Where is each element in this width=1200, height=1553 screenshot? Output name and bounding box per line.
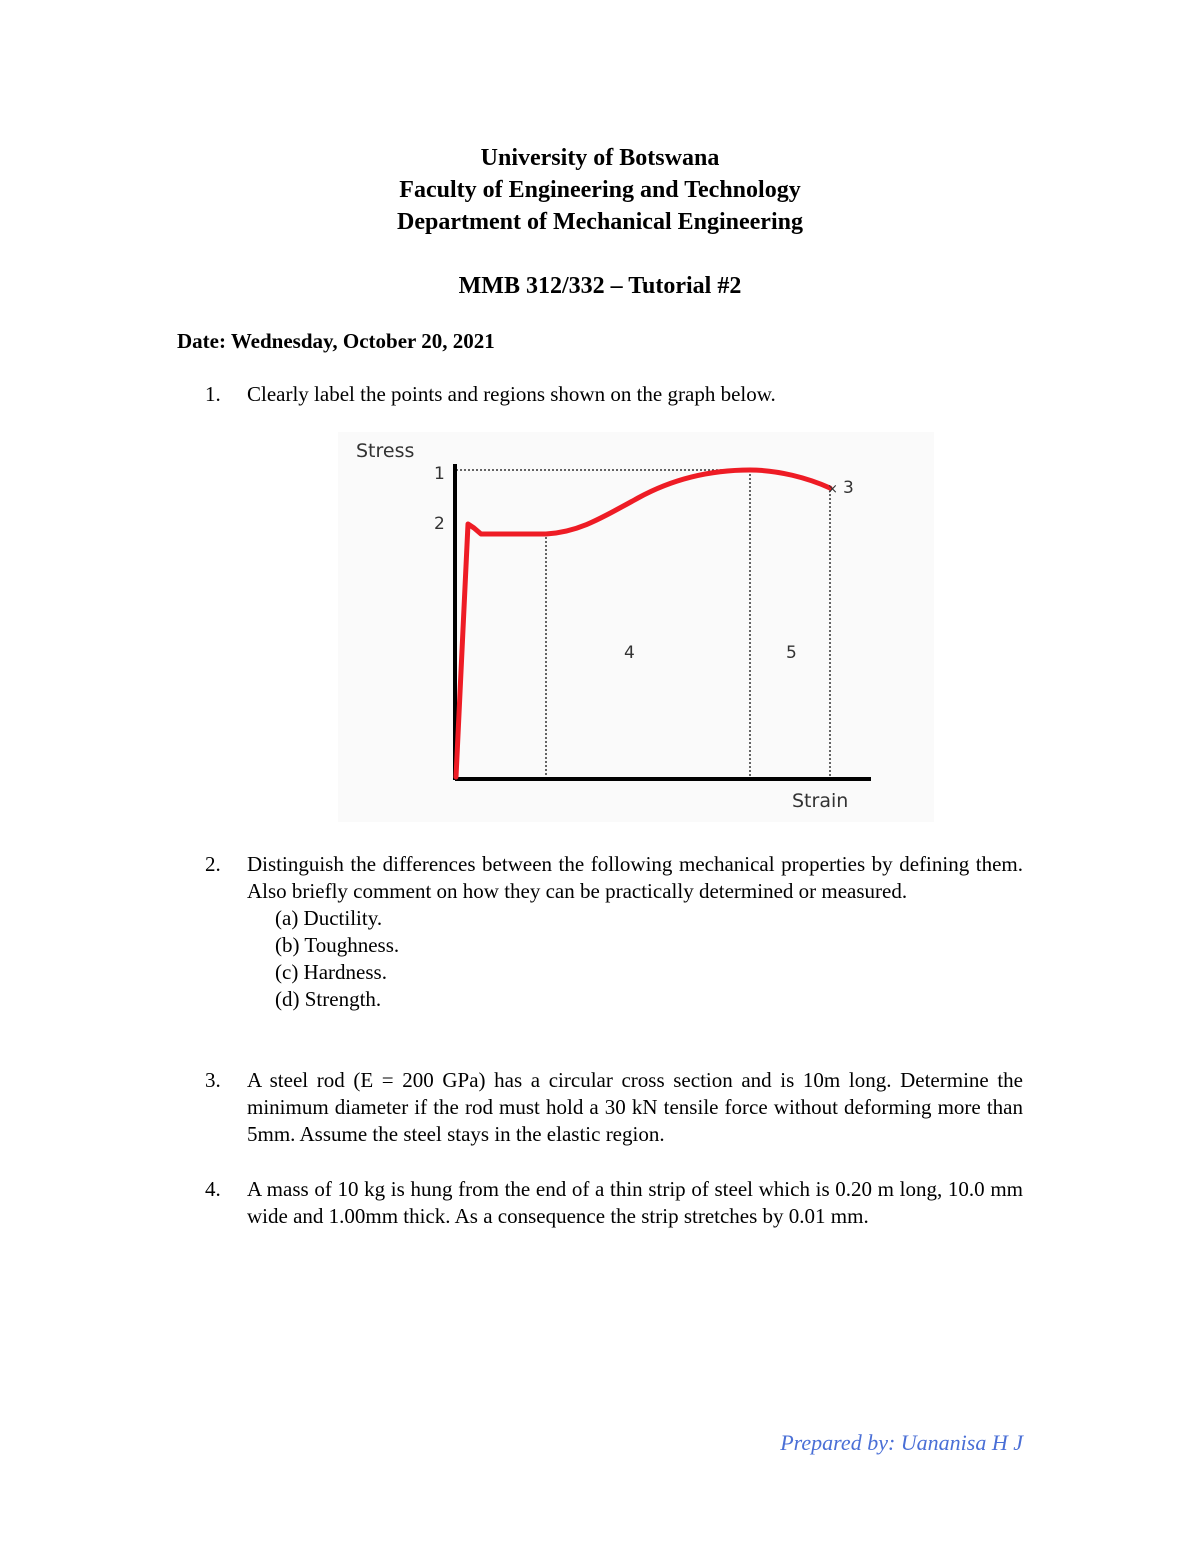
- question-part: (a) Ductility.: [275, 906, 383, 930]
- question-number: 4.: [205, 1177, 221, 1201]
- region-label-4: 4: [624, 643, 635, 663]
- question-text: Distinguish the differences between the following mechanical properties by defining them. Also briefly comment on how they can be practically determined or measured.: [247, 852, 1023, 903]
- question-text: A steel rod (E = 200 GPa) has a circular cross section and is 10m long. Determine the minimum diameter if the rod must hold a 30 kN tensile force without deforming more than 5mm. Assume the steel stays in the elastic region.: [247, 1068, 1023, 1146]
- region-label-5: 5: [786, 643, 797, 663]
- y-axis-label: Stress: [356, 440, 415, 462]
- question-text: Clearly label the points and regions shown on the graph below.: [247, 382, 776, 406]
- question-1: [205, 381, 1023, 408]
- question-2: [205, 851, 1023, 1013]
- question-3: [205, 1067, 1023, 1148]
- footer-prepared-by: Prepared by: Uananisa H J: [780, 1430, 1023, 1455]
- question-part: (d) Strength.: [275, 987, 382, 1011]
- point-label-1: 1: [434, 464, 445, 484]
- question-number: 2.: [205, 852, 221, 876]
- document-header: [0, 142, 1200, 238]
- question-part: (c) Hardness.: [275, 960, 387, 984]
- fracture-mark: ×: [827, 482, 838, 497]
- stress-strain-figure: [338, 432, 934, 822]
- point-label-2: 2: [434, 514, 445, 534]
- question-text: A mass of 10 kg is hung from the end of a thin strip of steel which is 0.20 m long, 10.0 mm wide and 1.00mm thick. As a consequence the strip stretches by 0.01 mm.: [247, 1177, 1023, 1228]
- question-number: 3.: [205, 1068, 221, 1092]
- department-name: Department of Mechanical Engineering: [397, 209, 803, 235]
- x-axis-label: Strain: [792, 790, 849, 812]
- question-number: 1.: [205, 382, 221, 406]
- tutorial-title: MMB 312/332 – Tutorial #2: [458, 273, 742, 299]
- stress-strain-curve: [456, 470, 830, 777]
- university-name: University of Botswana: [480, 145, 720, 171]
- date-line: Date: Wednesday, October 20, 2021: [177, 329, 495, 353]
- faculty-name: Faculty of Engineering and Technology: [399, 177, 801, 203]
- question-part: (b) Toughness.: [275, 933, 400, 957]
- stress-strain-graph: [338, 432, 934, 822]
- question-4: [205, 1176, 1023, 1230]
- point-label-3: 3: [843, 478, 854, 498]
